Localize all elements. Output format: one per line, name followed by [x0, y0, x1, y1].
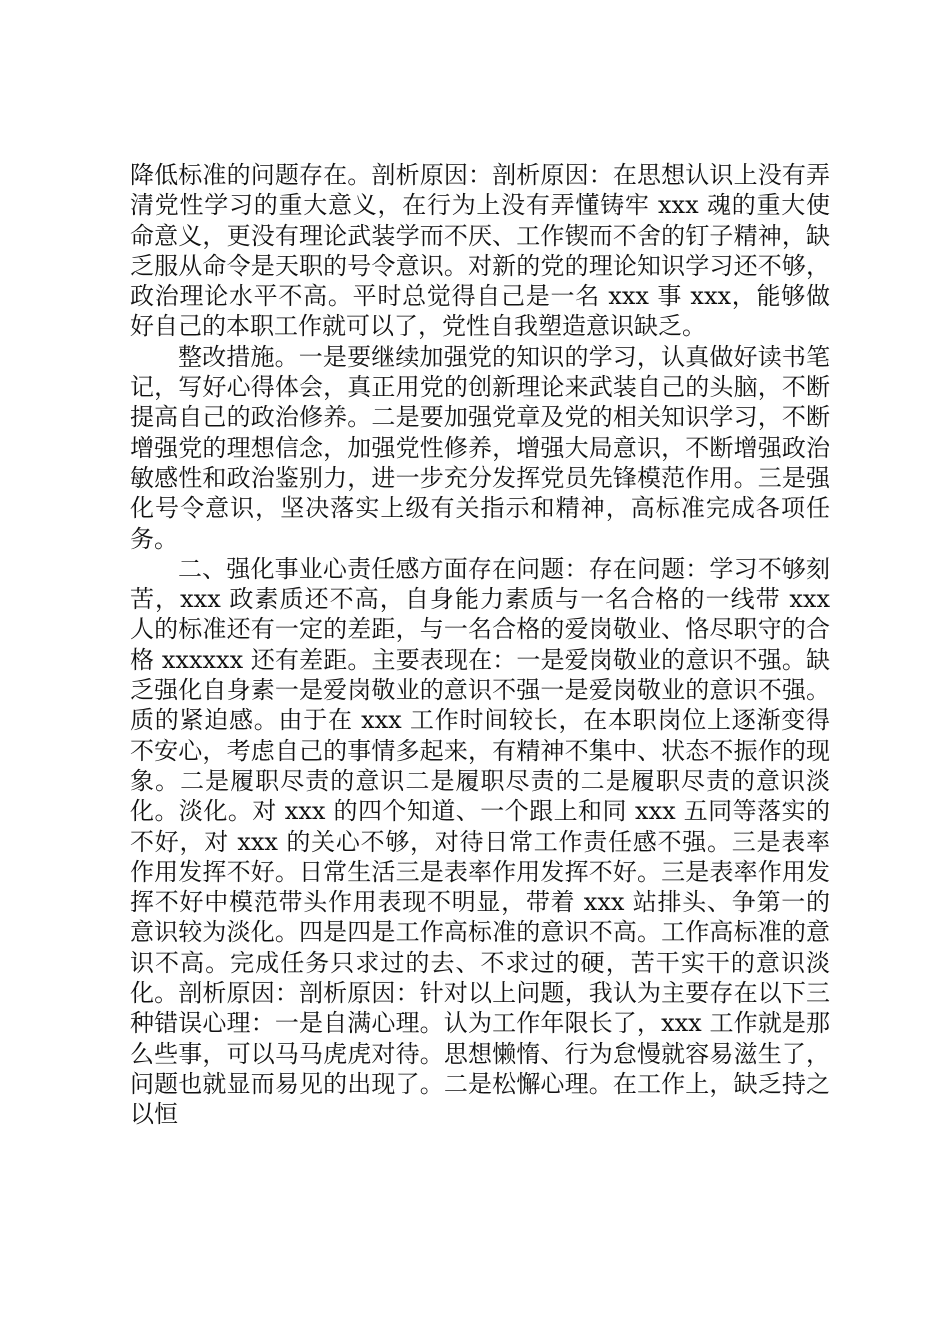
paragraph-section-two: 二、强化事业心责任感方面存在问题：存在问题：学习不够刻苦，xxx 政素质还不高，自身能力素质与一名合格的一线带 xxx 人的标准还有一定的差距，与一名合格的爱岗敬业、恪尽职守的合格 xxxxxx 还有差距。主要表现在：一是爱岗敬业的意识不强。缺乏强化自身素一是爱岗敬业的意识不强一是爱岗敬业的意识不强。质的紧迫感。由于在 xxx 工作时间较长，在本职岗位上逐渐变得不安心，考虑自己的事情多起来，有精神不集中、状态不振作的现象。二是履职尽责的意识二是履职尽责的二是履职尽责的意识淡化。淡化。对 xxx 的四个知道、一个跟上和同 xxx 五同等落实的不好，对 xxx 的关心不够，对待日常工作责任感不强。三是表率作用发挥不好。日常生活三是表率作用发挥不好。三是表率作用发挥不好中模范带头作用表现不明显，带着 xxx 站排头、争第一的意识较为淡化。四是四是工作高标准的意识不高。工作高标准的意识不高。完成任务只求过的去、不求过的硬，苦干实干的意识淡化。剖析原因：剖析原因：针对以上问题，我认为主要存在以下三种错误心理：一是自满心理。认为工作年限长了，xxx 工作就是那么些事，可以马马虎虎对待。思想懒惰、行为怠慢就容易滋生了，问题也就显而易见的出现了。二是松懈心理。在工作上，缺乏持之以恒: [130, 554, 830, 1129]
document-body: [130, 160, 830, 1130]
paragraph-analysis-continued: 降低标准的问题存在。剖析原因：剖析原因：在思想认识上没有弄清党性学习的重大意义，在行为上没有弄懂铸牢 xxx 魂的重大使命意义，更没有理论武装学而不厌、工作锲而不舍的钉子精神，缺乏服从命令是天职的号令意识。对新的党的理论知识学习还不够，政治理论水平不高。平时总觉得自己是一名 xxx 事 xxx，能够做好自己的本职工作就可以了，党性自我塑造意识缺乏。: [130, 161, 830, 341]
paragraph-rectification-measures: 整改措施。一是要继续加强党的知识的学习，认真做好读书笔记，写好心得体会，真正用党的创新理论来武装自己的头脑，不断提高自己的政治修养。二是要加强党章及党的相关知识学习，不断增强党的理想信念，加强党性修养，增强大局意识，不断增强政治敏感性和政治鉴别力，进一步充分发挥党员先锋模范作用。三是强化号令意识，坚决落实上级有关指示和精神，高标准完成各项任务。: [130, 342, 830, 553]
